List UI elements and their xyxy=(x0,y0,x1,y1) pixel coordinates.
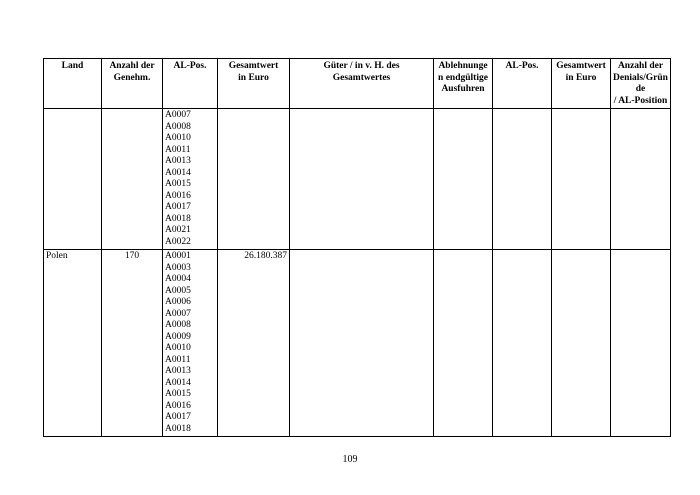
al-position-code: A0018 xyxy=(165,423,191,434)
ablehnungen-cell xyxy=(434,250,493,437)
al-position-code: A0017 xyxy=(165,412,191,422)
al-position-code: A0015 xyxy=(165,389,191,399)
al-position-code: A0022 xyxy=(165,236,191,247)
al-position-code: A0011 xyxy=(165,354,191,365)
column-header-line: Denials/Grün xyxy=(613,72,668,83)
column-header xyxy=(290,59,434,109)
al-position-code: A0008 xyxy=(165,320,191,330)
column-header xyxy=(44,59,102,109)
ablehnungen-cell xyxy=(434,109,493,250)
al-position-code: A0007 xyxy=(165,110,191,120)
al-position-code: A0018 xyxy=(165,213,191,224)
anzahl-genehm-cell xyxy=(102,109,163,250)
column-header xyxy=(218,59,290,109)
al-position-code: A0001 xyxy=(165,251,191,261)
column-header-line: Gesamtwert xyxy=(228,61,279,71)
al-position-code: A0015 xyxy=(165,179,191,189)
column-header-line: Ausfuhren xyxy=(441,84,485,94)
gesamtwert-2-cell xyxy=(552,109,611,250)
column-header-line: Land xyxy=(61,61,84,71)
column-header-line: AL-Pos. xyxy=(505,61,539,71)
column-header-line: in Euro xyxy=(565,72,597,83)
export-licence-table xyxy=(43,58,671,437)
column-header-line: AL-Pos. xyxy=(173,61,207,71)
column-header-line: / AL-Position xyxy=(613,95,668,106)
gesamtwert-2-cell xyxy=(552,250,611,437)
column-header xyxy=(434,59,493,109)
al-pos-2-cell xyxy=(493,109,552,250)
al-position-code: A0014 xyxy=(165,377,191,388)
column-header-line: Gesamtwert xyxy=(556,61,606,71)
al-position-code: A0007 xyxy=(165,308,191,319)
land-cell xyxy=(44,109,102,250)
al-position-code: A0013 xyxy=(165,156,191,166)
table-row xyxy=(44,250,671,437)
al-position-code: A0006 xyxy=(165,297,191,307)
denials-cell xyxy=(611,109,671,250)
column-header xyxy=(163,59,218,109)
al-position-code: A0013 xyxy=(165,366,191,376)
column-header-line: Anzahl der xyxy=(617,61,664,71)
column-header-line: Genehm. xyxy=(113,72,151,83)
al-position-code: A0003 xyxy=(165,262,191,273)
al-pos-cell xyxy=(163,109,218,250)
al-position-code: A0004 xyxy=(165,274,191,284)
al-position-code: A0021 xyxy=(165,225,191,235)
al-position-code: A0017 xyxy=(165,202,191,212)
al-position-code: A0009 xyxy=(165,331,191,342)
denials-cell xyxy=(611,250,671,437)
al-position-code: A0016 xyxy=(165,400,191,411)
column-header-line: Anzahl der xyxy=(109,61,155,71)
table-header-row xyxy=(44,59,671,109)
gueter-cell xyxy=(290,250,434,437)
column-header-line: Güter / in v. H. des xyxy=(323,61,400,71)
page-number: 109 xyxy=(342,454,358,465)
al-position-code: A0008 xyxy=(165,121,191,132)
column-header xyxy=(102,59,163,109)
column-header-line: Ablehnunge xyxy=(438,61,488,71)
land-cell: Polen xyxy=(44,250,102,437)
anzahl-genehm-cell: 170 xyxy=(102,250,163,437)
gesamtwert-cell: 26.180.387 xyxy=(218,250,290,437)
column-header-line: Gesamtwertes xyxy=(332,72,391,83)
column-header xyxy=(552,59,611,109)
al-position-code: A0014 xyxy=(165,167,191,178)
table-row xyxy=(44,109,671,250)
al-position-code: A0005 xyxy=(165,285,191,296)
column-header xyxy=(611,59,671,109)
al-position-code: A0016 xyxy=(165,190,191,201)
al-pos-2-cell xyxy=(493,250,552,437)
column-header-line: in Euro xyxy=(238,72,269,83)
al-position-code: A0010 xyxy=(165,343,191,353)
al-position-code: A0010 xyxy=(165,133,191,143)
column-header-line: n endgültige xyxy=(438,72,488,83)
column-header-line: de xyxy=(635,84,646,94)
gueter-cell xyxy=(290,109,434,250)
column-header xyxy=(493,59,552,109)
gesamtwert-cell xyxy=(218,109,290,250)
al-pos-cell xyxy=(163,250,218,437)
al-position-code: A0011 xyxy=(165,144,191,155)
